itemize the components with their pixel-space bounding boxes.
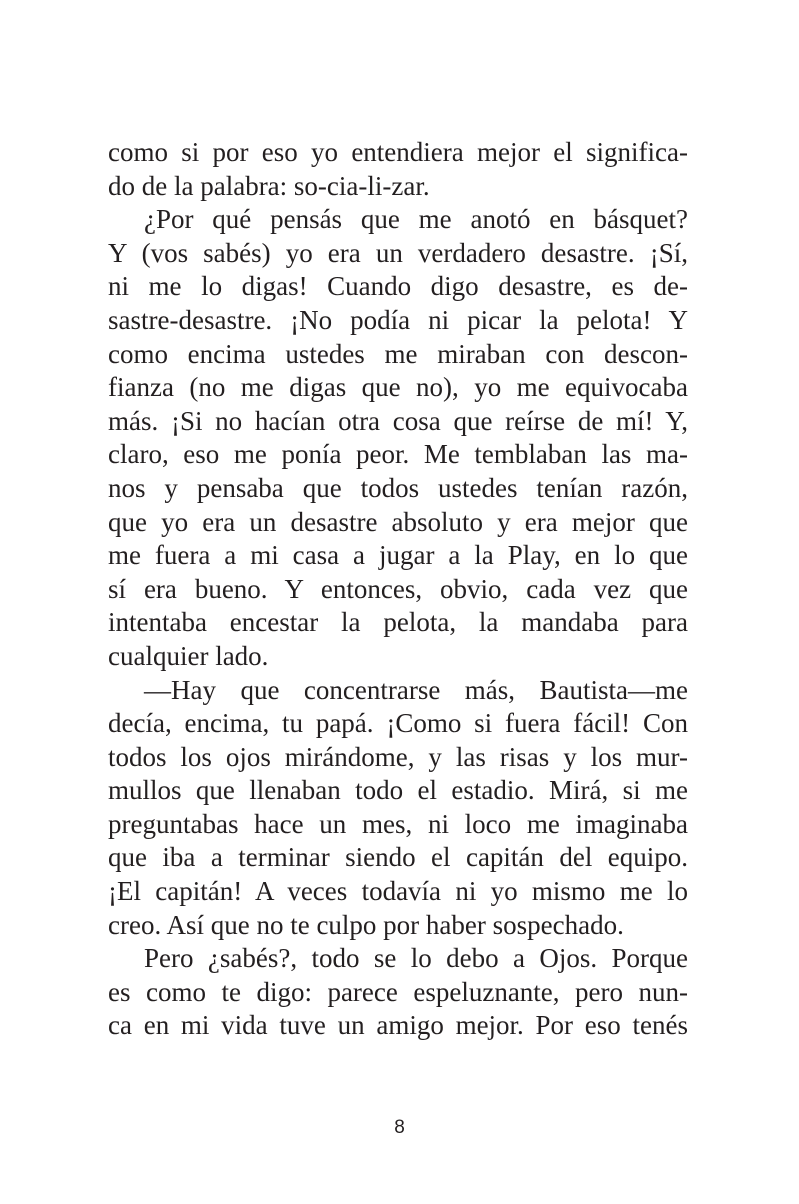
text-line: creo. Así que no te culpo por haber sospechado. xyxy=(108,909,624,940)
text-line: —Hay que concentrarse más, Bautista—me xyxy=(144,674,688,705)
text-line: ¡El capitán! A veces todavía ni yo mismo me lo xyxy=(108,876,688,907)
paragraph xyxy=(108,674,688,943)
text-line: ca en mi vida tuve un amigo mejor. Por eso tenés xyxy=(108,1010,688,1041)
paragraph xyxy=(108,136,688,203)
text-line: sí era bueno. Y entonces, obvio, cada vez que xyxy=(108,573,688,604)
text-line: ¿Por qué pensás que me anotó en básquet? xyxy=(144,204,688,235)
text-line: todos los ojos mirándome, y las risas y los mur- xyxy=(108,741,688,772)
text-line: que yo era un desastre absoluto y era mejor que xyxy=(108,506,688,537)
text-line: más. ¡Si no hacían otra cosa que reírse de mí! Y, xyxy=(108,405,688,436)
text-line: ni me lo digas! Cuando digo desastre, es de- xyxy=(108,271,688,302)
text-line: claro, eso me ponía peor. Me temblaban las ma- xyxy=(108,439,688,470)
text-line: do de la palabra: so-cia-li-zar. xyxy=(108,170,430,201)
text-line: que iba a terminar siendo el capitán del equipo. xyxy=(108,842,688,873)
paragraph xyxy=(108,203,688,673)
text-line: mullos que llenaban todo el estadio. Mirá, si me xyxy=(108,775,688,806)
text-line: cualquier lado. xyxy=(108,640,269,671)
text-line: Pero ¿sabés?, todo se lo debo a Ojos. Porque xyxy=(144,943,688,974)
paragraph xyxy=(108,942,688,1043)
text-line: intentaba encestar la pelota, la mandaba para xyxy=(108,607,688,638)
text-line: como si por eso yo entendiera mejor el significa- xyxy=(108,137,688,167)
text-line: sastre-desastre. ¡No podía ni picar la pelota! Y xyxy=(108,304,688,335)
text-line: decía, encima, tu papá. ¡Como si fuera fácil! Con xyxy=(108,708,688,739)
text-line: es como te digo: parece espeluznante, pero nun- xyxy=(108,976,688,1007)
text-line: fianza (no me digas que no), yo me equivocaba xyxy=(108,372,688,403)
text-line: nos y pensaba que todos ustedes tenían razón, xyxy=(108,472,688,503)
page-number: 8 xyxy=(394,1117,405,1138)
text-line: preguntabas hace un mes, ni loco me imaginaba xyxy=(108,808,688,839)
text-line: como encima ustedes me miraban con descon- xyxy=(108,338,688,369)
text-line: me fuera a mi casa a jugar a la Play, en lo que xyxy=(108,540,688,571)
page-body xyxy=(108,136,688,1043)
text-line: Y (vos sabés) yo era un verdadero desastre. ¡Sí, xyxy=(108,237,688,268)
